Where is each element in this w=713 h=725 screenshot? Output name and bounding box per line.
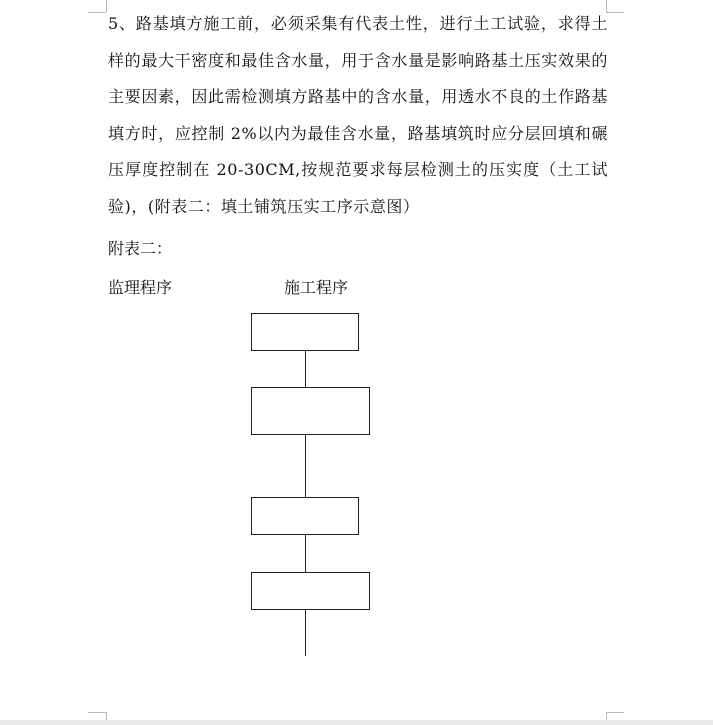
flowchart-box	[251, 387, 370, 435]
paragraph-line: 主要因素，因此需检测填方路基中的含水量，用透水不良的土作路基	[108, 87, 608, 106]
paragraph-line: 填方时，应控制 2%以内为最佳含水量，路基填筑时应分层回填和碾	[108, 123, 608, 143]
appendix-label: 附表二：	[108, 239, 173, 258]
paragraph-line: 5、路基填方施工前，必须采集有代表土性，进行土工试验，求得土	[108, 14, 608, 33]
page-corner-mark	[88, 0, 106, 13]
paragraph-line: 压厚度控制在 20-30CM,按规范要求每层检测土的压实度（土工试	[108, 160, 608, 179]
page-bottom-edge	[0, 720, 713, 725]
flowchart-box	[251, 313, 359, 351]
flowchart-connector	[305, 534, 306, 572]
flowchart-box	[251, 497, 359, 535]
flowchart-connector	[305, 609, 306, 656]
page-corner-mark	[106, 0, 107, 12]
flowchart-connector	[305, 434, 306, 497]
paragraph-line: 样的最大干密度和最佳含水量，用于含水量是影响路基土压实效果的	[108, 50, 608, 70]
flowchart-connector	[305, 350, 306, 387]
body-paragraph	[108, 6, 608, 225]
paragraph-line: 验)，(附表二：填土铺筑压实工序示意图）	[108, 196, 420, 216]
construction-procedure-heading: 施工程序	[284, 278, 349, 297]
supervision-procedure-heading: 监理程序	[108, 278, 173, 297]
page-corner-mark	[606, 0, 624, 13]
flowchart-box	[251, 572, 370, 610]
